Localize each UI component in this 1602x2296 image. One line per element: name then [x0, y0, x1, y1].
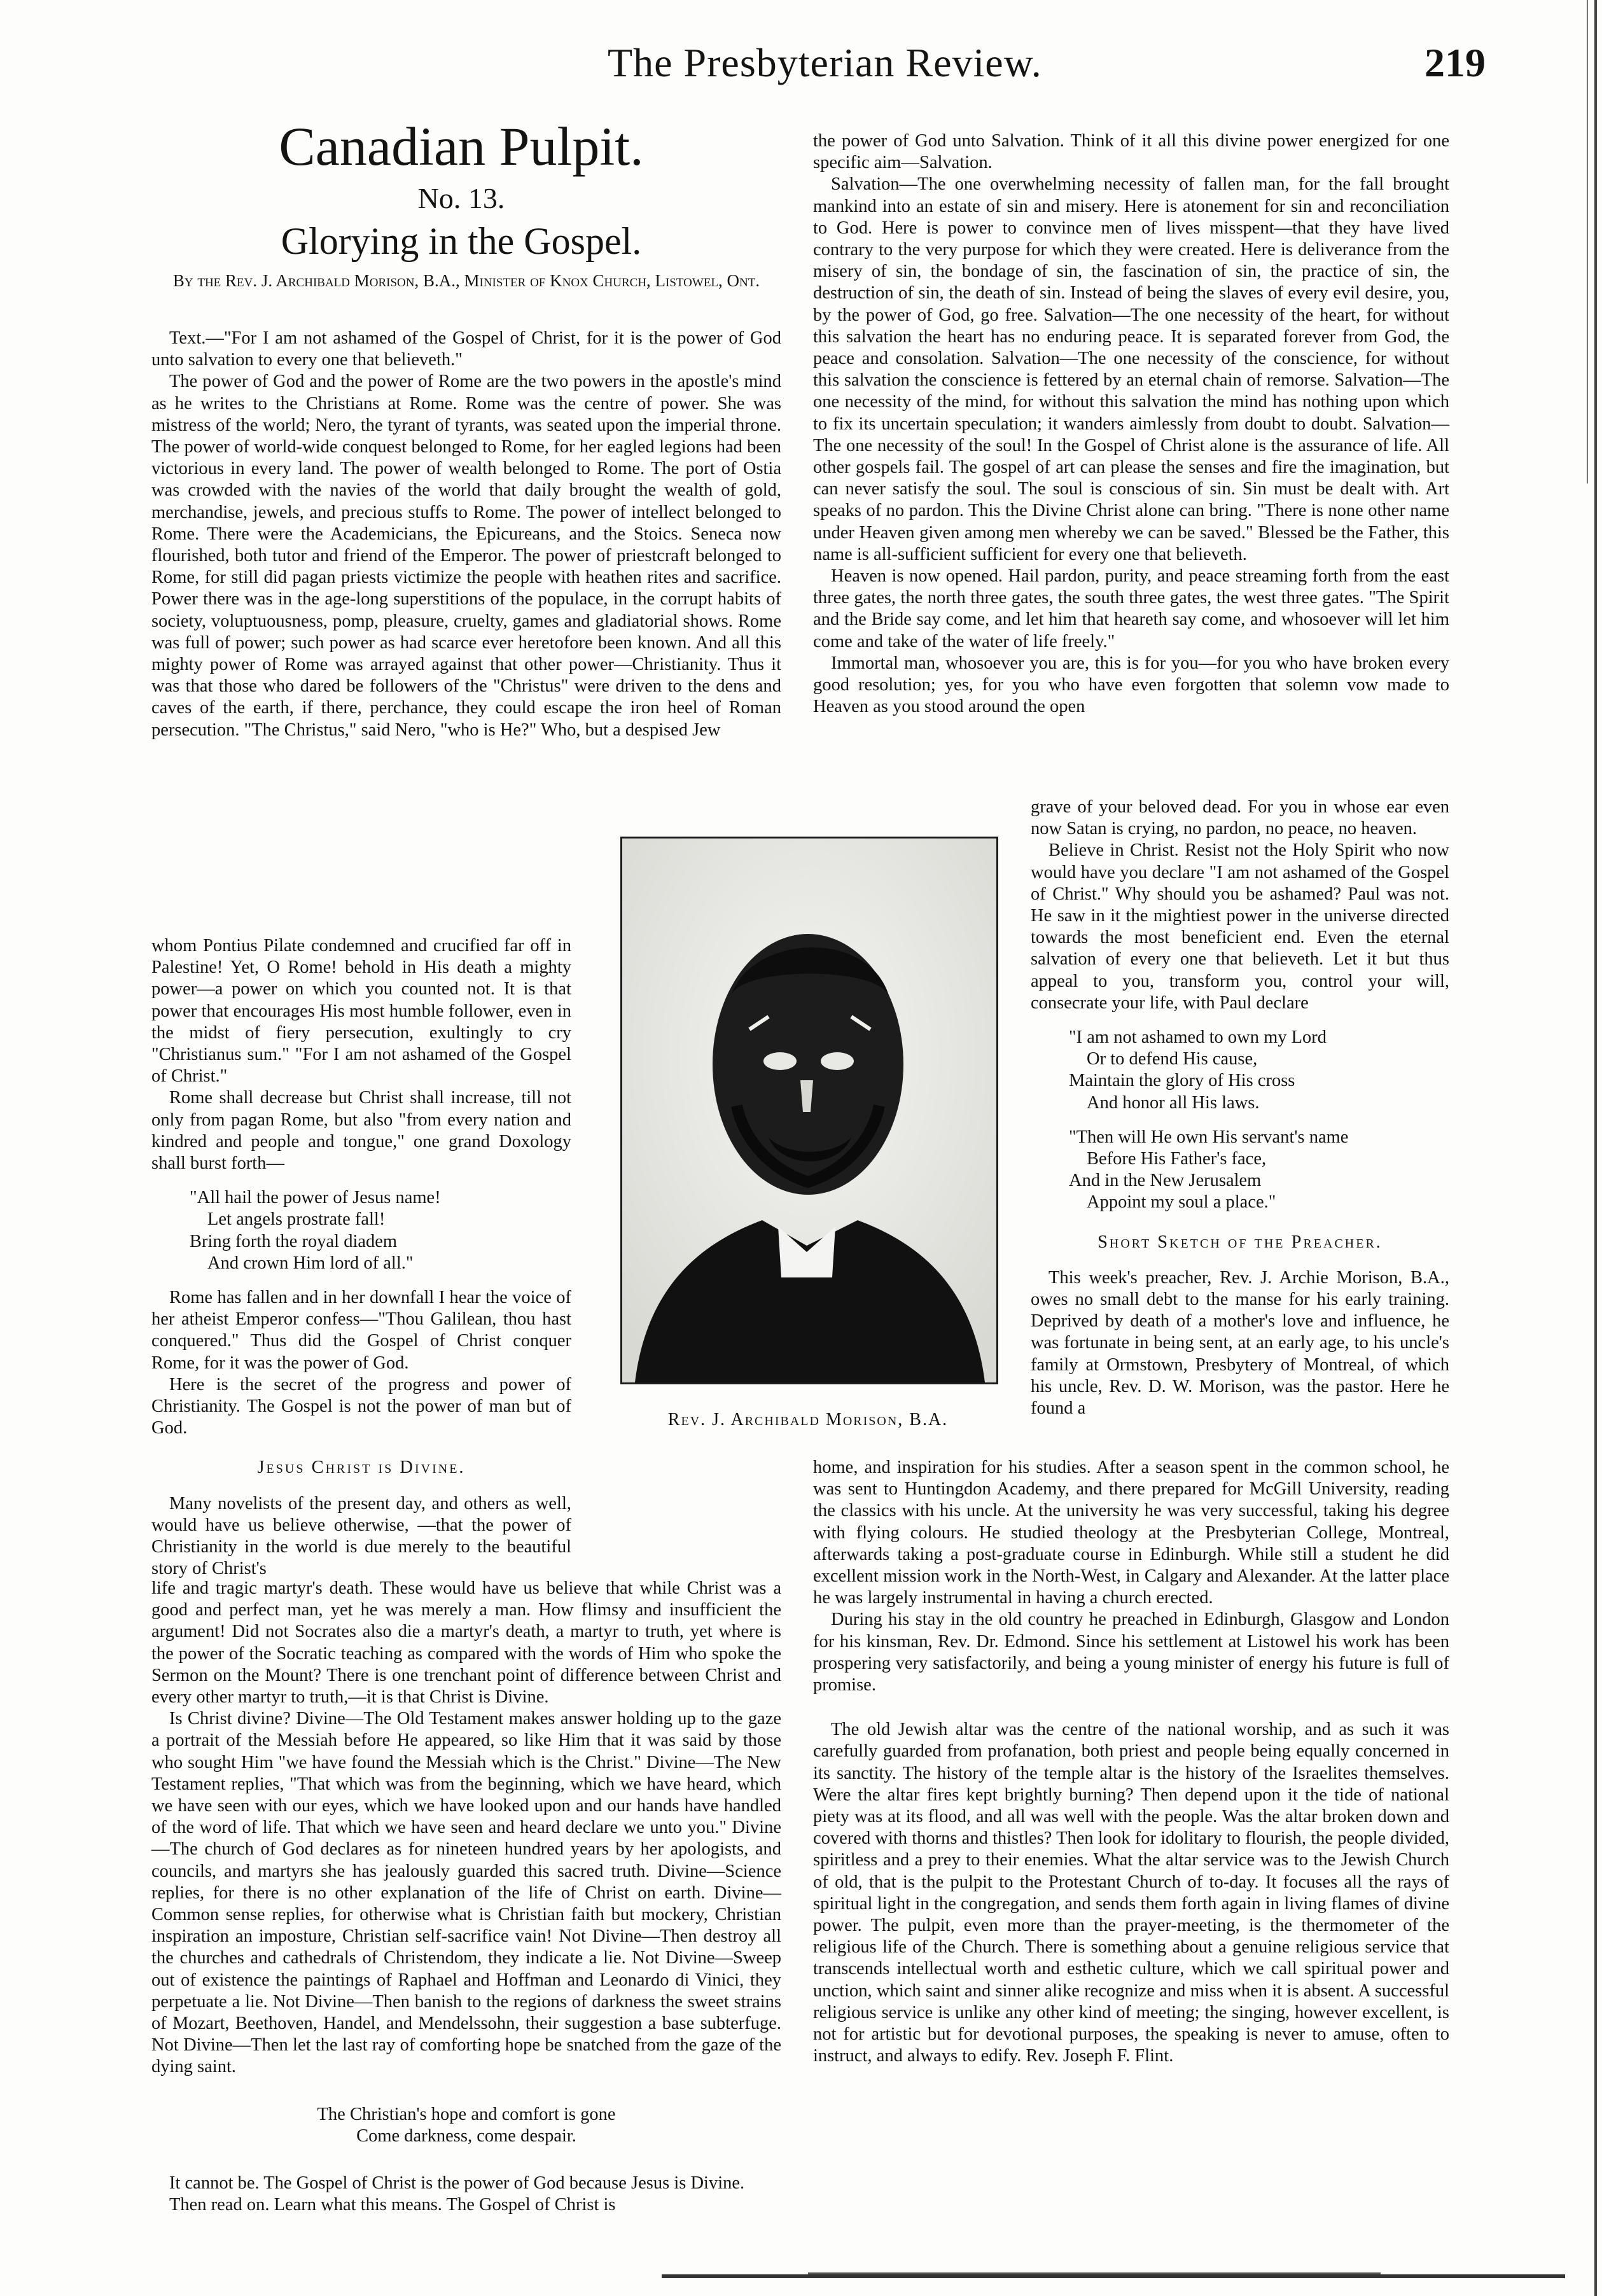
paragraph: Rome shall decrease but Christ shall increase, till not only from pagan Rome, but also "from every nation and kindred and people and tongue," one grand Doxology shall burst forth— [151, 1088, 571, 1174]
portrait-caption: Rev. J. Archibald Morison, B.A. [667, 1410, 949, 1430]
bottom-rule-thin [808, 2272, 1381, 2274]
paragraph: grave of your beloved dead. For you in whose ear even now Satan is crying, no pardon, no peace, no heaven. [1031, 797, 1449, 839]
bottom-rule [662, 2274, 1565, 2278]
paragraph: Here is the secret of the progress and power of Christianity. The Gospel is not the power of man but of God. [151, 1374, 571, 1438]
portrait-photo [620, 837, 998, 1384]
paragraph: Is Christ divine? Divine—The Old Testament makes answer holding up to the gaze a portrait of the Messiah before He appeared, so like Him that it was said by those who sought Him "we have found the Messiah which is the Christ." Divine—The New Testament replies, "That which was from the beginning, which we have heard, which we have seen with our eyes, which we have looked upon and our hands have handled of the word of life. That which we have seen and heard declare we unto you." Divine—The church of God declares as for nineteen hundred years by her apologists, and councils, and martyrs she has jealously guarded this sacred truth. Divine—Science replies, for there is no other explanation of the life of Christ on earth. Divine—Common sense replies, for otherwise what is Christian faith but mockery, Christian inspiration an imposture, Christian self-sacrifice vain! Not Divine—Then destroy all the churches and cathedrals of Christendom, they indicate a lie. Not Divine—Sweep out of existence the paintings of Raphael and Hoffman and Leonardo di Vinici, they perpetuate a lie. Not Divine—Then banish to the regions of darkness the sweet strains of Mozart, Beethoven, Handel, and Mendelssohn, their suggestion a base subterfuge. Not Divine—Then let the last ray of comforting hope be snatched from the gaze of the dying saint. [151, 1709, 781, 2077]
couplet-line: The Christian's hope and comfort is gone [317, 2104, 616, 2124]
right-column-bottom [813, 1457, 1449, 2067]
paragraph: The power of God and the power of Rome are the two powers in the apostle's mind as he writes to the Christians at Rome. Rome was the centre of power. She was mistress of the world; Nero, the tyrant of tyrants, was seated upon the imperial throne. The power of world-wide conquest belonged to Rome, for her eagled legions had been victorious in every land. The power of wealth belonged to Rome. The port of Ostia was crowded with the navies of the world that daily brought the wealth of gold, merchandise, jewels, and precious stuffs to Rome. The power of intellect belonged to Rome. There were the Academicians, the Epicureans, and the Stoics. Seneca now flourished, both tutor and friend of the Emperor. The power of priestcraft belonged to Rome, for still did pagan priests victimize the people with heathen rites and sacrifice. Power there was in the age-long superstitions of the populace, in the corrupt habits of society, voluptuousness, pomp, pleasure, cruelty, games and gladiatorial shows. Rome was full of power; such power as had scarce ever heretofore been known. And all this mighty power of Rome was arrayed against that other power—Christianity. Thus it was that those who dared be followers of the "Christus" were driven to the dens and caves of the earth, if there, perchance, they could escape the iron heel of Roman persecution. "The Christus," said Nero, "who is He?" Who, but a despised Jew [151, 372, 781, 740]
hymn-line: Maintain the glory of His cross [1069, 1071, 1295, 1091]
hymn-line: And in the New Jerusalem [1069, 1171, 1262, 1191]
article-title: Canadian Pulpit. [279, 116, 644, 177]
paragraph: During his stay in the old country he preached in Edinburgh, Glasgow and London for his kinsman, Rev. Dr. Edmond. Since his settlement at Listowel his work has been prospering very satisfactorily, and being a young minister of energy his future is full of promise. [813, 1610, 1449, 1695]
paragraph: home, and inspiration for his studies. After a season spent in the common school, he was sent to Huntingdon Academy, and there prepared for McGill University, reading the classics with his uncle. At the university he was very successful, taking his degree with flying colours. He studied theology at the Presbyterian College, Montreal, afterwards taking a post-graduate course in Edinburgh. While still a student he did excellent mission work in the North-West, in Calgary and Alexander. At the latter place he was largely instrumental in having a church erected. [813, 1458, 1449, 1608]
sermon-text-verse: Text.—"For I am not ashamed of the Gospel of Christ, for it is the power of God unto salvation to every one that believeth." [151, 328, 781, 370]
section-heading: Short Sketch of the Preacher. [1097, 1232, 1383, 1252]
hymn-line: "I am not ashamed to own my Lord [1069, 1027, 1327, 1048]
paragraph: Believe in Christ. Resist not the Holy Spirit who now would have you declare "I am not ashamed of the Gospel of Christ." Why should you be ashamed? Paul was not. He saw in it the mightiest power in the universe directed towards the most beneficient end. Even the eternal salvation of every one that believeth. Let it but thus appeal to you, transform you, control your will, consecrate your life, with Paul declare [1031, 840, 1449, 1013]
section-heading: Jesus Christ is Divine. [257, 1458, 466, 1478]
hymn-line: Before His Father's face, [1087, 1149, 1267, 1169]
masthead [608, 39, 1486, 103]
hymn-verse [1069, 1127, 1449, 1214]
paragraph: Heaven is now opened. Hail pardon, purity, and peace streaming forth from the east three gates, the north three gates, the south three gates, the west three gates. "The Spirit and the Bride say come, and let him that heareth say come, and whosoever will let him come and take of the water of life freely." [813, 566, 1449, 651]
journal-title: The Presbyterian Review. [608, 40, 1042, 85]
left-column-bottom [151, 1578, 781, 2216]
paragraph: The old Jewish altar was the centre of the national worship, and as such it was carefully guarded from profanation, both priest and people being equally concerned in its sanctity. The history of the temple altar is the history of the Israelites themselves. Were the altar fires kept brightly burning? Then depend upon it the tide of national piety was at its flood, and all was well with the people. Was the altar broken down and covered with thorns and thistles? Then look for idolitary to flourish, the people divided, spiritless and a prey to their enemies. What the altar service was to the Jewish Church of old, that is the pulpit to the Protestant Church of to-day. It focuses all the rays of spiritual light in the congregation, and sends them forth again in living flames of divine power. The pulpit, even more than the prayer-meeting, is the thermometer of the religious life of the Church. There is something about a genuine religious service that transcends intellectual worth and esthetic culture, which we call spiritual power and unction, which saint and sinner alike recognize and miss when it is absent. A successful religious service is unlike any other kind of meeting; the singing, however excellent, is not for artistic but for devotional purposes, the speaking is never to amuse, often to instruct, and always to edify. Rev. Joseph F. Flint. [813, 1720, 1449, 2066]
hymn-line: And crown Him lord of all." [207, 1253, 414, 1273]
page-number: 219 [1424, 40, 1486, 85]
paragraph: Salvation—The one overwhelming necessity of fallen man, for the fall brought mankind into an estate of sin and misery. Here is atonement for sin and reconciliation to God. Here is power to convince men of lives misspent—that they have lived contrary to the very purpose for which they were created. Here is deliverance from the misery of sin, the bondage of sin, the fascination of sin, the practice of sin, the destruction of sin, the death of sin. Instead of being the slaves of every evil desire, you, by the power of God, go free. Salvation—The one necessity of the heart, for without this salvation the heart has no enduring peace. It is separated forever from God, the peace and consolation. Salvation—The one necessity of the conscience, for without this salvation the conscience is fettered by an eternal chain of remorse. Salvation—The one necessity of the mind, for without this salvation the mind has nothing upon which to fix its uncertain speculation; it wanders aimlessly from doubt to doubt. Salvation—The one necessity of the soul! In the Gospel of Christ alone is the assurance of life. All other gospels fail. The gospel of art can please the senses and fire the imagination, but can never satisfy the soul. The soul is conscious of sin. Sin must be dealt with. Art speaks of no pardon. This the Divine Christ alone can bring. "There is none other name under Heaven given among men whereby we can be saved." Blessed be the Father, this name is all-sufficient sufficient for every one that believeth. [813, 174, 1449, 564]
hymn-line: Bring forth the royal diadem [190, 1231, 398, 1251]
article-subtitle: Glorying in the Gospel. [281, 220, 642, 262]
paragraph: It cannot be. The Gospel of Christ is the power of God because Jesus is Divine. [169, 2173, 745, 2194]
right-column-top [813, 130, 1449, 718]
paragraph: Rome has fallen and in her downfall I hear the voice of her atheist Emperor confess—"Thou Galilean, thou hast conquered." Thus did the Gospel of Christ conquer Rome, for it was the power of God. [151, 1288, 571, 1373]
hymn-line: And honor all His laws. [1087, 1092, 1260, 1113]
article-byline: By the Rev. J. Archibald Morison, B.A., Minister of Knox Church, Listowel, Ont. [172, 271, 760, 290]
right-column-narrow [1031, 797, 1449, 1419]
paragraph: Many novelists of the present day, and others as well, would have us believe otherwise, —that the power of Christianity in the world is due merely to the beautiful story of Christ's [151, 1493, 571, 1579]
page-edge-rule [1594, 0, 1597, 2296]
couplet-line: Come darkness, come despair. [356, 2126, 576, 2146]
paragraph: life and tragic martyr's death. These would have us believe that while Christ was a good and perfect man, yet he was merely a man. How flimsy and insufficient the argument! Did not Socrates also die a martyr's death, a martyr to truth, yet where is the power of the Socratic teaching as compared with the words of Him who spoke the Sermon on the Mount? There is one trenchant point of difference between Christ and every other martyr to truth,—it is that Christ is Divine. [151, 1578, 781, 1708]
page-edge-rule-secondary [1587, 0, 1588, 484]
left-column-narrow [151, 935, 571, 1580]
paragraph: This week's preacher, Rev. J. Archie Morison, B.A., owes no small debt to the manse for his early training. Deprived by death of a mother's love and influence, he was fortunate in being sent, at an early age, to his uncle's family at Ormstown, Presbytery of Montreal, of which his uncle, Rev. D. W. Morison, was the pastor. Here he found a [1031, 1267, 1449, 1419]
paragraph: whom Pontius Pilate condemned and crucified far off in Palestine! Yet, O Rome! behold in His death a mighty power—a power on which you counted not. It is that power that encourages His most humble follower, even in the midst of fiery persecution, exultingly to cry "Christianus sum." "For I am not ashamed of the Gospel of Christ." [151, 936, 571, 1087]
paragraph: the power of God unto Salvation. Think of it all this divine power energized for one specific aim—Salvation. [813, 131, 1449, 173]
left-column-top [151, 328, 781, 741]
hymn-line: Or to defend His cause, [1087, 1049, 1258, 1069]
hymn-line: Appoint my soul a place." [1087, 1192, 1276, 1213]
article-number: No. 13. [417, 182, 505, 214]
paragraph: Then read on. Learn what this means. The Gospel of Christ is [169, 2195, 616, 2215]
paragraph: Immortal man, whosoever you are, this is for you—for you who have broken every good resolution; yes, for you who have even forgotten that solemn vow made to Heaven as you stood around the open [813, 653, 1449, 717]
hymn-verse [190, 1187, 571, 1274]
hymn-line: "Then will He own His servant's name [1069, 1127, 1349, 1147]
hymn-verse [1069, 1027, 1449, 1114]
portrait-illustration [622, 838, 996, 1382]
hymn-line: "All hail the power of Jesus name! [190, 1188, 441, 1208]
hymn-line: Let angels prostrate fall! [207, 1209, 386, 1230]
